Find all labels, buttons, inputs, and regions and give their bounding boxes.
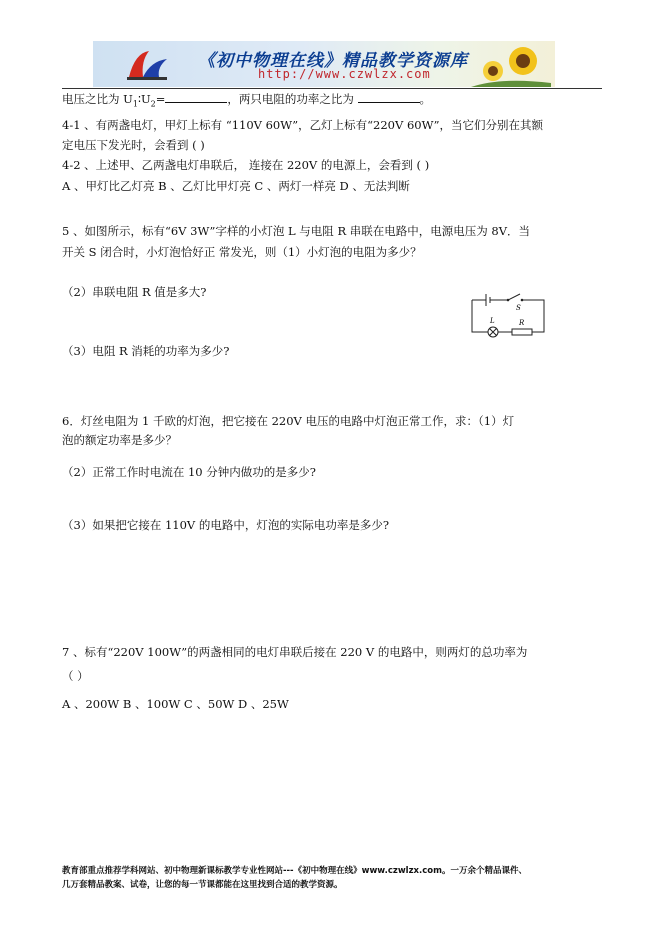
question-6-line-2: 泡的额定功率是多少？ — [62, 433, 177, 447]
question-5-part-2: （2）串联电阻 R 值是多大? — [62, 285, 207, 299]
header-banner — [93, 41, 555, 87]
switch-label: S — [516, 304, 521, 312]
sunflower-icon — [471, 41, 551, 87]
ratio-text-a: 电压之比为 U — [62, 92, 133, 106]
question-7-options: A 、200W B 、100W C 、50W D 、25W — [62, 697, 289, 711]
question-7-line-1: 7 、标有“220V 100W”的两盏相同的电灯串联后接在 220 V 的电路中，则两灯的总功率为 — [62, 645, 528, 659]
ratio-text-e: 。 — [419, 92, 432, 106]
question-7-line-2: （ ） — [62, 669, 89, 683]
ratio-text-d: ，两只电阻的功率之比为 — [227, 92, 354, 106]
ratio-text-b: ∶U — [137, 92, 151, 106]
question-4-2-line-1: 4-2 、上述甲、乙两盏电灯串联后， 连接在 220V 的电源上，会看到 ( ) — [62, 158, 430, 172]
ratio-sub-1: 1 — [132, 99, 138, 109]
footer-line-2: 几万套精品教案、试卷，让您的每一节课都能在这里找到合适的教学资源。 — [62, 880, 343, 890]
question-6-part-3: （3）如果把它接在 110V 的电路中，灯泡的实际电功率是多少? — [62, 518, 390, 532]
banner-title: 《初中物理在线》精品教学资源库 — [198, 51, 468, 71]
question-4-1-line-1: 4-1 、有两盏电灯，甲灯上标有 “110V 60W”，乙灯上标有“220V 60W”，当它们分别在其额 — [62, 118, 543, 132]
question-4-2-options: A 、甲灯比乙灯亮 B 、乙灯比甲灯亮 C 、两灯一样亮 D 、无法判断 — [62, 179, 410, 193]
banner-url: http://www.czwlzx.com — [258, 67, 431, 81]
answer-blank-voltage[interactable] — [165, 90, 227, 103]
question-5-part-3: （3）电阻 R 消耗的功率为多少? — [62, 344, 230, 358]
circuit-diagram — [466, 290, 548, 340]
site-logo-icon — [121, 47, 173, 83]
header-rule — [62, 88, 602, 89]
question-5-line-2: 开关 S 闭合时，小灯泡恰好正 常发光，则（1）小灯泡的电阻为多少？ — [62, 245, 422, 259]
ratio-line — [62, 90, 431, 112]
question-6-part-2: （2）正常工作时电流在 10 分钟内做功的是多少? — [62, 465, 316, 479]
resistor-label: R — [519, 319, 525, 327]
question-6-line-1: 6．灯丝电阻为 1 千欧的灯泡，把它接在 220V 电压的电路中灯泡正常工作，求：（1）灯 — [62, 414, 515, 428]
ratio-sub-2: 2 — [150, 99, 156, 109]
question-5-line-1: 5 、如图所示，标有“6V 3W”字样的小灯泡 L 与电阻 R 串联在电路中，电源电压为 8V．当 — [62, 224, 531, 238]
answer-blank-power[interactable] — [358, 90, 420, 103]
ratio-text-c: = — [155, 92, 166, 106]
question-4-1-line-2: 定电压下发光时，会看到 ( ) — [62, 138, 205, 152]
footer-line-1: 教育部重点推荐学科网站、初中物理新课标教学专业性网站---《初中物理在线》www.czwlzx.com。一万余个精品课件、 — [62, 866, 527, 876]
lamp-label: L — [490, 317, 495, 325]
